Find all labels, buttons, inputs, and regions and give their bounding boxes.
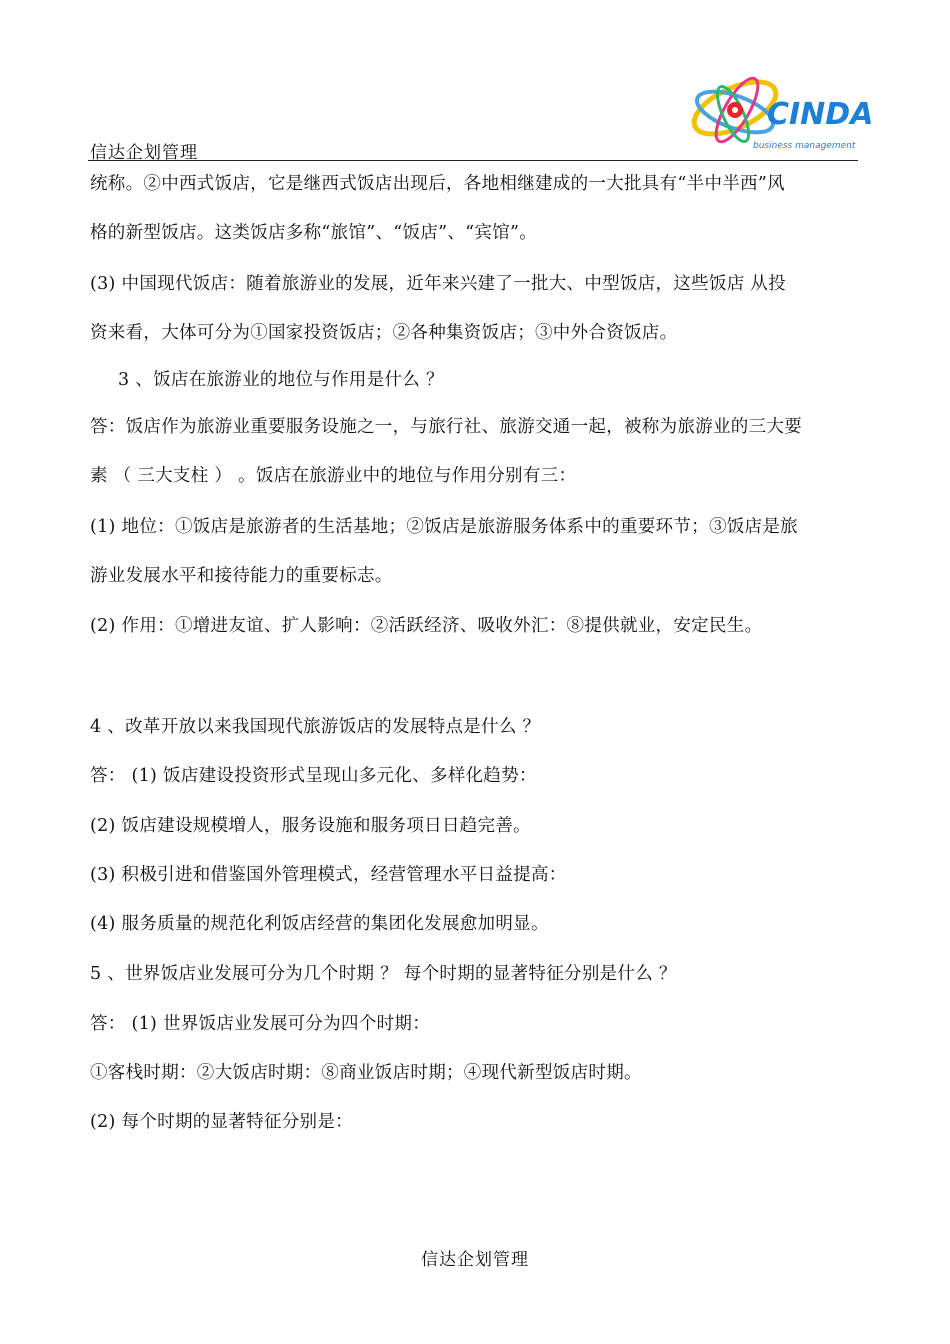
footer-title: 信达企划管理 xyxy=(421,1250,529,1270)
body-line: (2) 饭店建设规模増人，服务设施和服务项日日趋完善。 xyxy=(90,816,531,836)
question-heading: 4 、改革开放以来我国现代旅游饭店的发展特点是什么 ？ xyxy=(90,717,541,737)
body-line: 素 （ 三大支柱 ） 。饭店在旅游业中的地位与作用分别有三： xyxy=(90,466,577,486)
body-line: 游业发展水平和接待能力的重要标志。 xyxy=(90,566,393,586)
logo-brand: CINDA xyxy=(767,97,874,132)
body-line: 格的新型饭店。这类饭店多称“旅馆”、“饭店”、“宾馆”。 xyxy=(90,223,538,243)
cinda-logo xyxy=(683,66,874,162)
body-line: 答： (1) 饭店建设投资形式呈现山多元化、多样化趋势： xyxy=(90,766,537,786)
body-line: (3) 中国现代饭店：随着旅游业的发展，近年来兴建了一批大、中型饭店，这些饭店 从投 xyxy=(90,274,787,294)
body-line: (3) 积极引进和借鉴国外管理模式，经营管理水平日益提高： xyxy=(90,865,567,885)
logo-tagline: business management xyxy=(753,141,856,151)
body-line: 统称。②中西式饭店，它是继西式饭店出现后，各地相继建成的一大批具有“半中半西”风 xyxy=(90,174,785,194)
body-line: 答： (1) 世界饭店业发展可分为四个时期： xyxy=(90,1014,431,1034)
body-line: (2) 作用：①增进友谊、扩人影响：②活跃经济、吸收外汇：⑧提供就业，安定民生。 xyxy=(90,616,763,636)
header-title: 信达企划管理 xyxy=(90,143,198,163)
body-line: 资来看，大体可分为①国家投资饭店；②各种集资饭店；③中外合资饭店。 xyxy=(90,323,678,343)
body-line: (4) 服务质量的规范化利饭店经营的集团化发展愈加明显。 xyxy=(90,914,549,934)
question-heading: 3 、饭店在旅游业的地位与作用是什么 ？ xyxy=(118,370,444,390)
body-line: (2) 每个时期的显著特征分别是： xyxy=(90,1112,353,1132)
body-line: 答：饭店作为旅游业重要服务设施之一，与旅行社、旅游交通一起，被称为旅游业的三大要 xyxy=(90,417,802,437)
body-line: ①客栈时期：②大饭店时期：⑧商业饭店时期；④现代新型饭店时期。 xyxy=(90,1063,642,1083)
body-line: (1) 地位：①饭店是旅游者的生活基地；②饭店是旅游服务体系中的重要环节；③饭店是旅 xyxy=(90,517,798,537)
question-heading: 5 、世界饭店业发展可分为几个时期 ？ 每个时期的显著特征分别是什么 ？ xyxy=(90,964,677,984)
